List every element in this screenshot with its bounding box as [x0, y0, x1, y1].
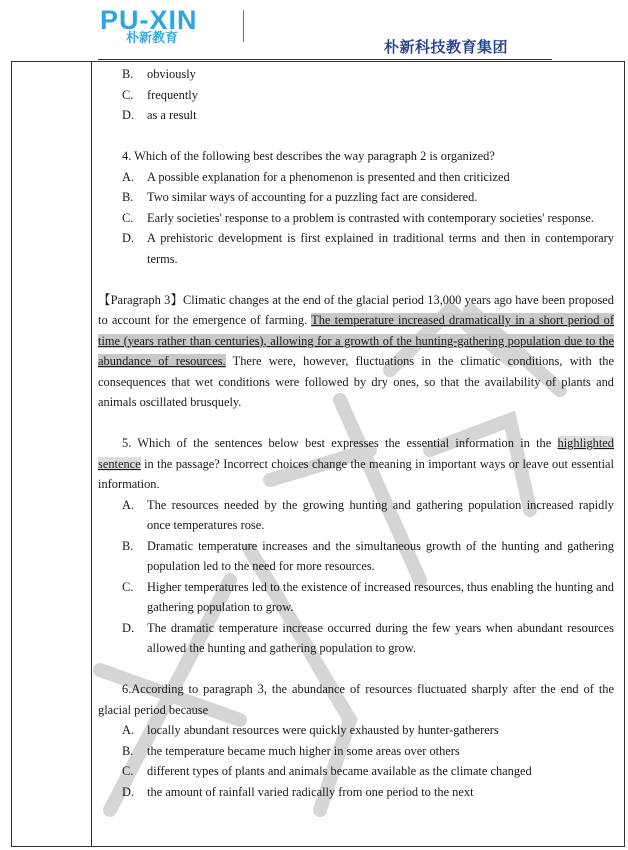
option-letter: A. — [122, 497, 135, 512]
company-name: 朴新科技教育集团 — [384, 38, 509, 56]
paragraph-3 — [98, 290, 614, 413]
highlighted-sentence: The temperature increased dramatically in a short period of time (years rather than centuries), allowing for a growth of the hunting-gathering population due to the abundance of resources. — [98, 313, 614, 368]
option-a — [98, 720, 614, 741]
option-text: The dramatic temperature increase occurred during the few years when abundant resources allowed the hunting and gathering population to grow. — [147, 620, 614, 655]
option-text: the temperature became much higher in some areas over others — [147, 743, 460, 758]
paragraph-intro: Climatic changes at the end of the glacial period 13,000 years ago have been proposed to account for the emergence of farming. — [98, 292, 614, 327]
option-letter: B. — [122, 67, 134, 81]
option-letter: C. — [122, 87, 134, 102]
option-c — [98, 761, 614, 782]
option-b — [98, 536, 614, 577]
option-text: Two similar ways of accounting for a puzzling fact are considered. — [147, 190, 478, 204]
question-stem: 4. Which of the following best describes the way paragraph 2 is organized? — [122, 149, 495, 163]
option-text: frequently — [147, 87, 198, 102]
option-b — [98, 64, 614, 85]
option-letter: B. — [122, 190, 134, 204]
option-letter: C. — [122, 579, 134, 594]
option-text: A possible explanation for a phenomenon is presented and then criticized — [147, 169, 510, 184]
question-stem: 6.According to paragraph 3, the abundance of resources fluctuated sharply after the end of the glacial period because — [98, 682, 614, 717]
highlight-reference: highlighted sentence — [98, 436, 614, 471]
option-letter: B. — [122, 538, 134, 553]
option-text: Early societies' response to a problem is contrasted with contemporary societies' response. — [147, 210, 594, 225]
option-text: different types of plants and animals became available as the climate changed — [147, 764, 532, 778]
question-stem — [98, 433, 614, 495]
paragraph-rest: There were, however, fluctuations in the climatic conditions, with the consequences that wet conditions were followed by dry ones, so that the availability of plants and animals oscillated brusquely. — [98, 354, 614, 409]
option-text: locally abundant resources were quickly exhausted by hunter-gatherers — [147, 723, 499, 737]
logo-text-cn: 朴新教育 — [126, 31, 179, 46]
option-d — [98, 782, 614, 803]
option-c — [98, 85, 614, 106]
option-d — [98, 618, 614, 659]
option-text: The resources needed by the growing hunting and gathering population increased rapidly once temperatures rose. — [147, 497, 614, 532]
option-letter: C. — [122, 210, 134, 225]
logo-divider — [243, 10, 244, 42]
stem-part: in the passage? Incorrect choices change the meaning in important ways or leave out essential information. — [98, 456, 614, 491]
option-d — [98, 228, 614, 269]
option-b — [98, 741, 614, 762]
option-letter: A. — [122, 723, 135, 737]
puxin-logo — [100, 6, 250, 46]
logo-text-en: PU-XIN — [100, 5, 198, 35]
option-b — [98, 187, 614, 208]
question-5 — [98, 433, 614, 659]
header-rule — [98, 59, 552, 60]
option-d — [98, 105, 614, 126]
option-text: obviously — [147, 67, 196, 81]
question-6 — [98, 679, 614, 802]
option-letter: D. — [122, 784, 135, 799]
option-text: as a result — [147, 108, 197, 122]
option-text: Dramatic temperature increases and the simultaneous growth of the hunting and gathering population led to the need for more resources. — [147, 538, 614, 573]
document-body — [98, 64, 614, 802]
option-text: Higher temperatures led to the existence of increased resources, thus enabling the hunting and gathering population to grow. — [147, 579, 614, 614]
option-a — [98, 495, 614, 536]
option-c — [98, 208, 614, 229]
option-letter: A. — [122, 169, 135, 184]
q3-options — [98, 64, 614, 126]
option-c — [98, 577, 614, 618]
option-text: the amount of rainfall varied radically from one period to the next — [147, 784, 474, 799]
option-letter: D. — [122, 231, 135, 245]
option-letter: B. — [122, 743, 134, 758]
option-text: A prehistoric development is first explained in traditional terms and then in contemporary terms. — [147, 231, 614, 266]
option-letter: D. — [122, 108, 135, 122]
option-letter: C. — [122, 764, 134, 778]
paragraph-label: 【Paragraph 3】 — [98, 292, 184, 307]
table-column-divider — [91, 61, 92, 847]
question-4 — [98, 146, 614, 269]
option-letter: D. — [122, 620, 135, 635]
stem-part: 5. Which of the sentences below best expresses the essential information in the — [122, 436, 558, 450]
option-a — [98, 167, 614, 188]
